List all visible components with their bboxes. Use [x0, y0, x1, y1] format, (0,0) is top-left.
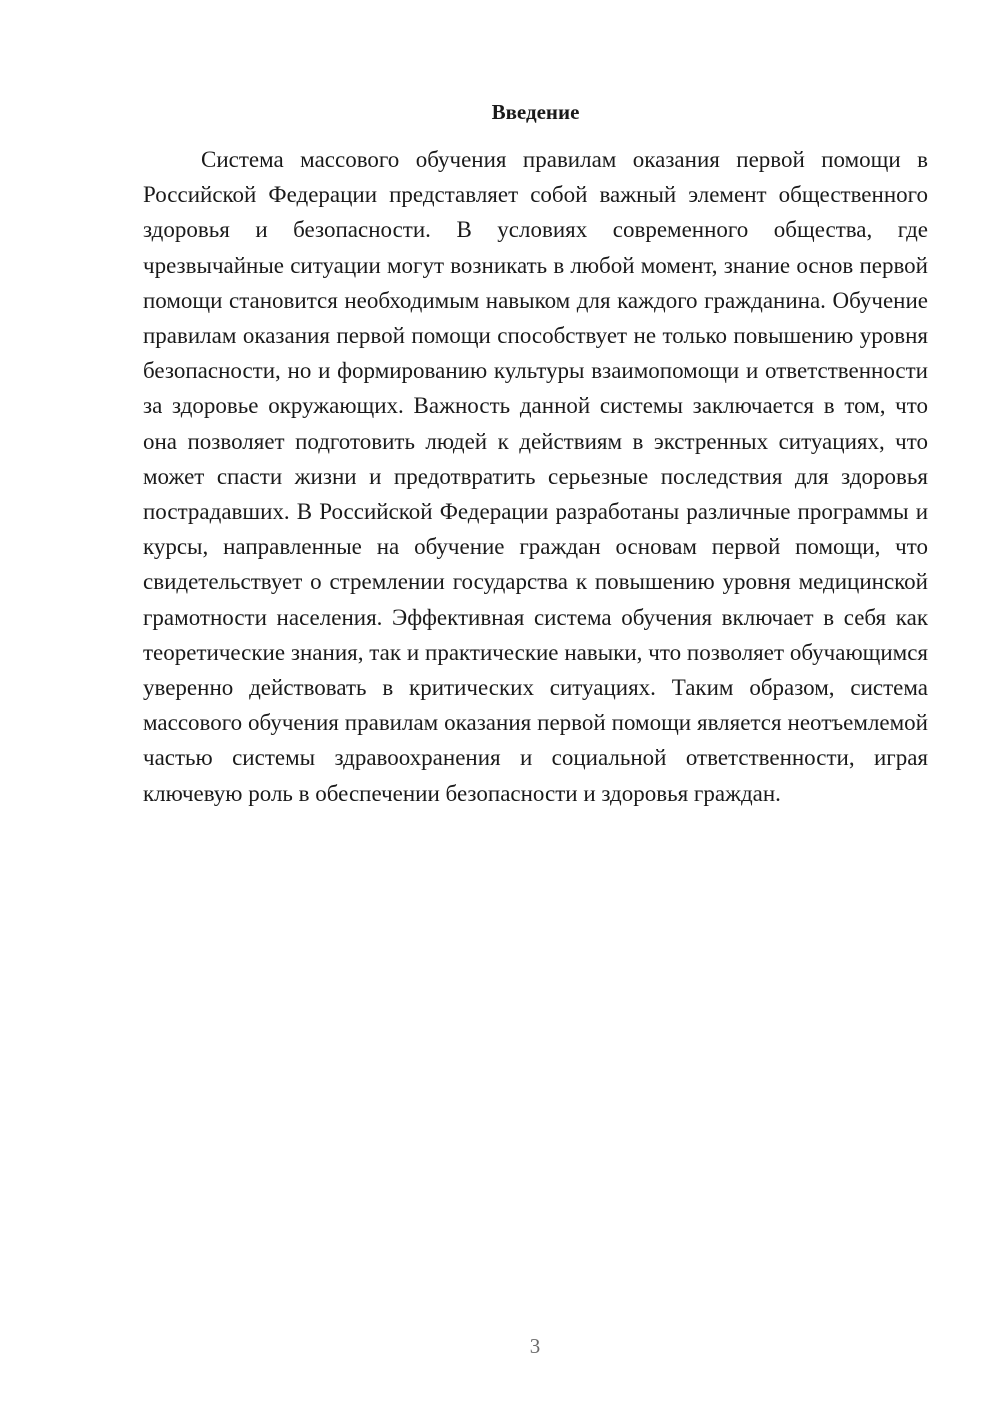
section-heading: Введение	[491, 100, 580, 124]
body-paragraph: Система массового обучения правилам оказания первой помощи в Российской Федерации представляет собой важный элемент общественного здоровья и безопасности. В условиях современного общества, где чрезвычайные ситуации могут возникать в любой момент, знание основ первой помощи становится необходимым навыком для каждого гражданина. Обучение правилам оказания первой помощи способствует не только повышению уровня безопасности, но и формированию культуры взаимопомощи и ответственности за здоровье окружающих. Важность данной системы заключается в том, что она позволяет подготовить людей к действиям в экстренных ситуациях, что может спасти жизни и предотвратить серьезные последствия для здоровья пострадавших. В Российской Федерации разработаны различные программы и курсы, направленные на обучение граждан основам первой помощи, что свидетельствует о стремлении государства к повышению уровня медицинской грамотности населения. Эффективная система обучения включает в себя как теоретические знания, так и практические навыки, что позволяет обучающимся уверенно действовать в критических ситуациях. Таким образом, система массового обучения правилам оказания первой помощи является неотъемлемой частью системы здравоохранения и социальной ответственности, играя ключевую роль в обеспечении безопасности и здоровья граждан.	[143, 147, 928, 806]
page-number: 3	[529, 1334, 541, 1358]
